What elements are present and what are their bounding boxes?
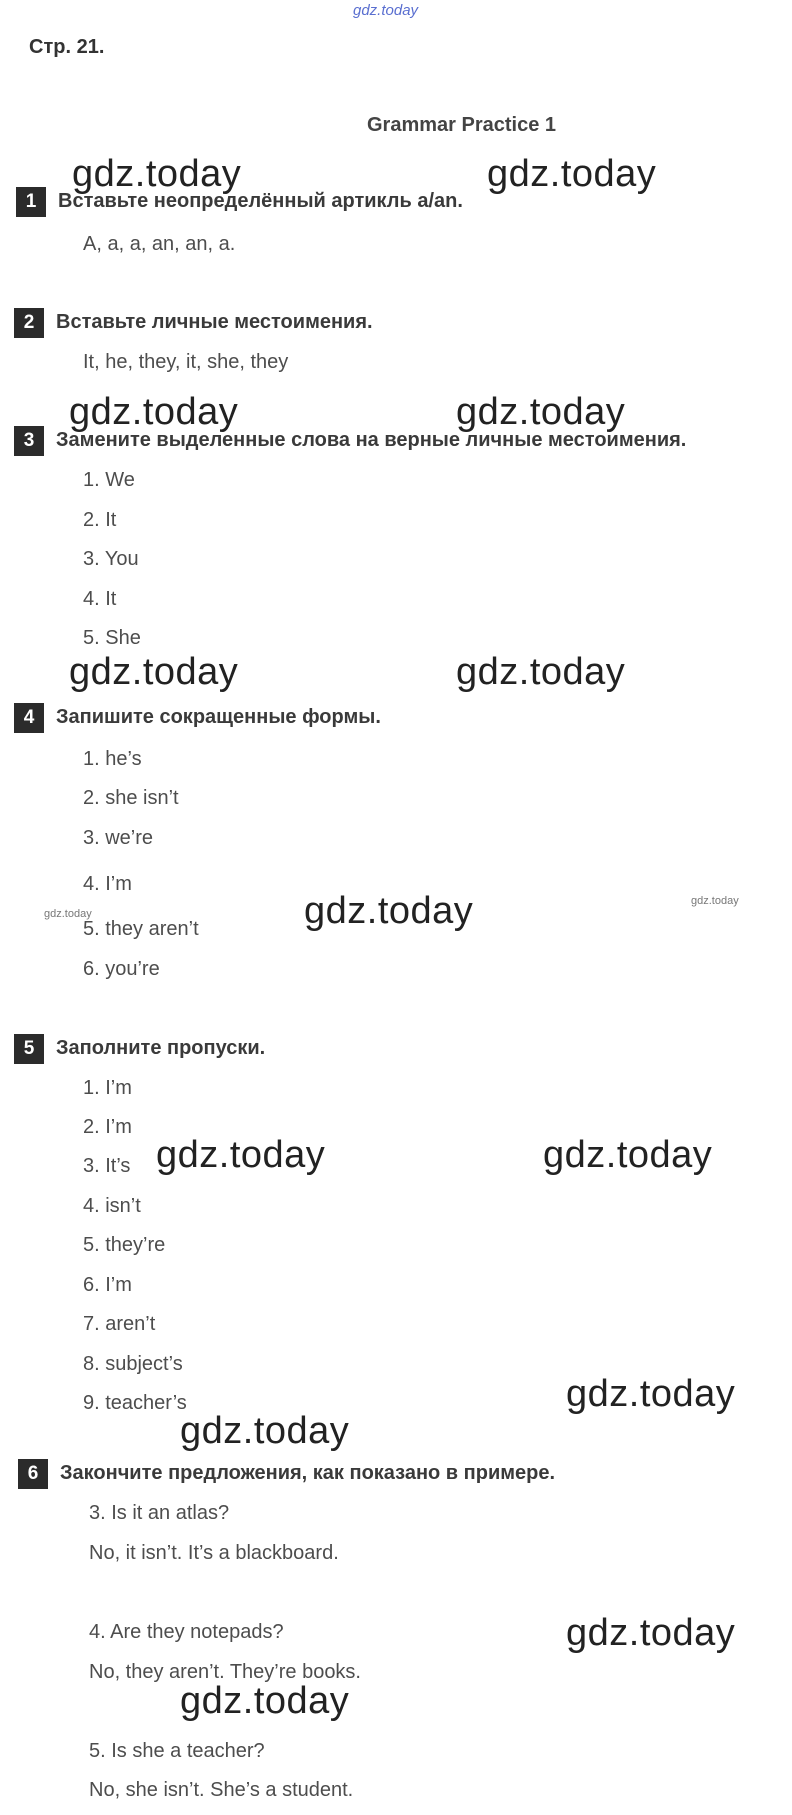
- answer-line: 2. she isn’t: [83, 787, 179, 809]
- answer-line: 9. teacher’s: [83, 1392, 187, 1414]
- exercise-number: 5: [14, 1034, 44, 1064]
- top-watermark: gdz.today: [353, 2, 419, 19]
- watermark-small: gdz.today: [691, 895, 739, 907]
- watermark: gdz.today: [180, 1410, 350, 1452]
- exercise-number: 1: [16, 187, 46, 217]
- answer-line: 8. subject’s: [83, 1353, 183, 1375]
- answer-line: 6. I’m: [83, 1274, 132, 1296]
- watermark: gdz.today: [69, 651, 239, 693]
- exercise-number: 4: [14, 703, 44, 733]
- answer-line: No, it isn’t. It’s a blackboard.: [89, 1542, 339, 1564]
- watermark: gdz.today: [566, 1612, 736, 1654]
- answer-line: 3. You: [83, 548, 139, 570]
- watermark-small: gdz.today: [44, 908, 92, 920]
- answer-line: 4. I’m: [83, 873, 132, 895]
- answer-line: 4. It: [83, 588, 117, 610]
- answer-line: 5. they aren’t: [83, 918, 199, 940]
- answer-line: 2. It: [83, 509, 117, 531]
- answer-line: A, a, a, an, an, a.: [83, 233, 236, 255]
- answer-line: It, he, they, it, she, they: [83, 351, 289, 373]
- answer-line: 5. She: [83, 627, 141, 649]
- watermark: gdz.today: [72, 153, 242, 195]
- answer-line: 2. I’m: [83, 1116, 132, 1138]
- answer-line: 5. Is she a teacher?: [89, 1740, 265, 1762]
- watermark: gdz.today: [566, 1373, 736, 1415]
- watermark: gdz.today: [543, 1134, 713, 1176]
- exercise-title: Вставьте личные местоимения.: [56, 311, 373, 333]
- page-title: Grammar Practice 1: [367, 114, 557, 136]
- exercise-number: 2: [14, 308, 44, 338]
- exercise-title: Запишите сокращенные формы.: [56, 706, 381, 728]
- watermark: gdz.today: [304, 890, 474, 932]
- watermark: gdz.today: [69, 391, 239, 433]
- answer-line: 5. they’re: [83, 1234, 166, 1256]
- answer-line: 6. you’re: [83, 958, 160, 980]
- answer-line: No, they aren’t. They’re books.: [89, 1661, 361, 1683]
- answer-line: 1. he’s: [83, 748, 142, 770]
- exercise-title: Закончите предложения, как показано в примере.: [60, 1462, 556, 1484]
- answer-line: 4. Are they notepads?: [89, 1621, 284, 1643]
- answer-line: 3. we’re: [83, 827, 154, 849]
- exercise-title: Замените выделенные слова на верные личные местоимения.: [56, 429, 687, 451]
- answer-line: 1. I’m: [83, 1077, 132, 1099]
- page-number: Стр. 21.: [29, 36, 105, 58]
- exercise-number: 6: [18, 1459, 48, 1489]
- watermark: gdz.today: [456, 651, 626, 693]
- answer-line: 7. aren’t: [83, 1313, 156, 1335]
- watermark: gdz.today: [456, 391, 626, 433]
- exercise-number: 3: [14, 426, 44, 456]
- answer-line: 3. It’s: [83, 1155, 131, 1177]
- exercise-title: Заполните пропуски.: [56, 1037, 266, 1059]
- answer-line: 3. Is it an atlas?: [89, 1502, 230, 1524]
- answer-line: No, she isn’t. She’s a student.: [89, 1779, 354, 1801]
- watermark: gdz.today: [156, 1134, 326, 1176]
- watermark: gdz.today: [487, 153, 657, 195]
- answer-line: 4. isn’t: [83, 1195, 141, 1217]
- exercise-title: Вставьте неопределённый артикль a/an.: [58, 190, 463, 212]
- answer-line: 1. We: [83, 469, 135, 491]
- watermark: gdz.today: [180, 1680, 350, 1722]
